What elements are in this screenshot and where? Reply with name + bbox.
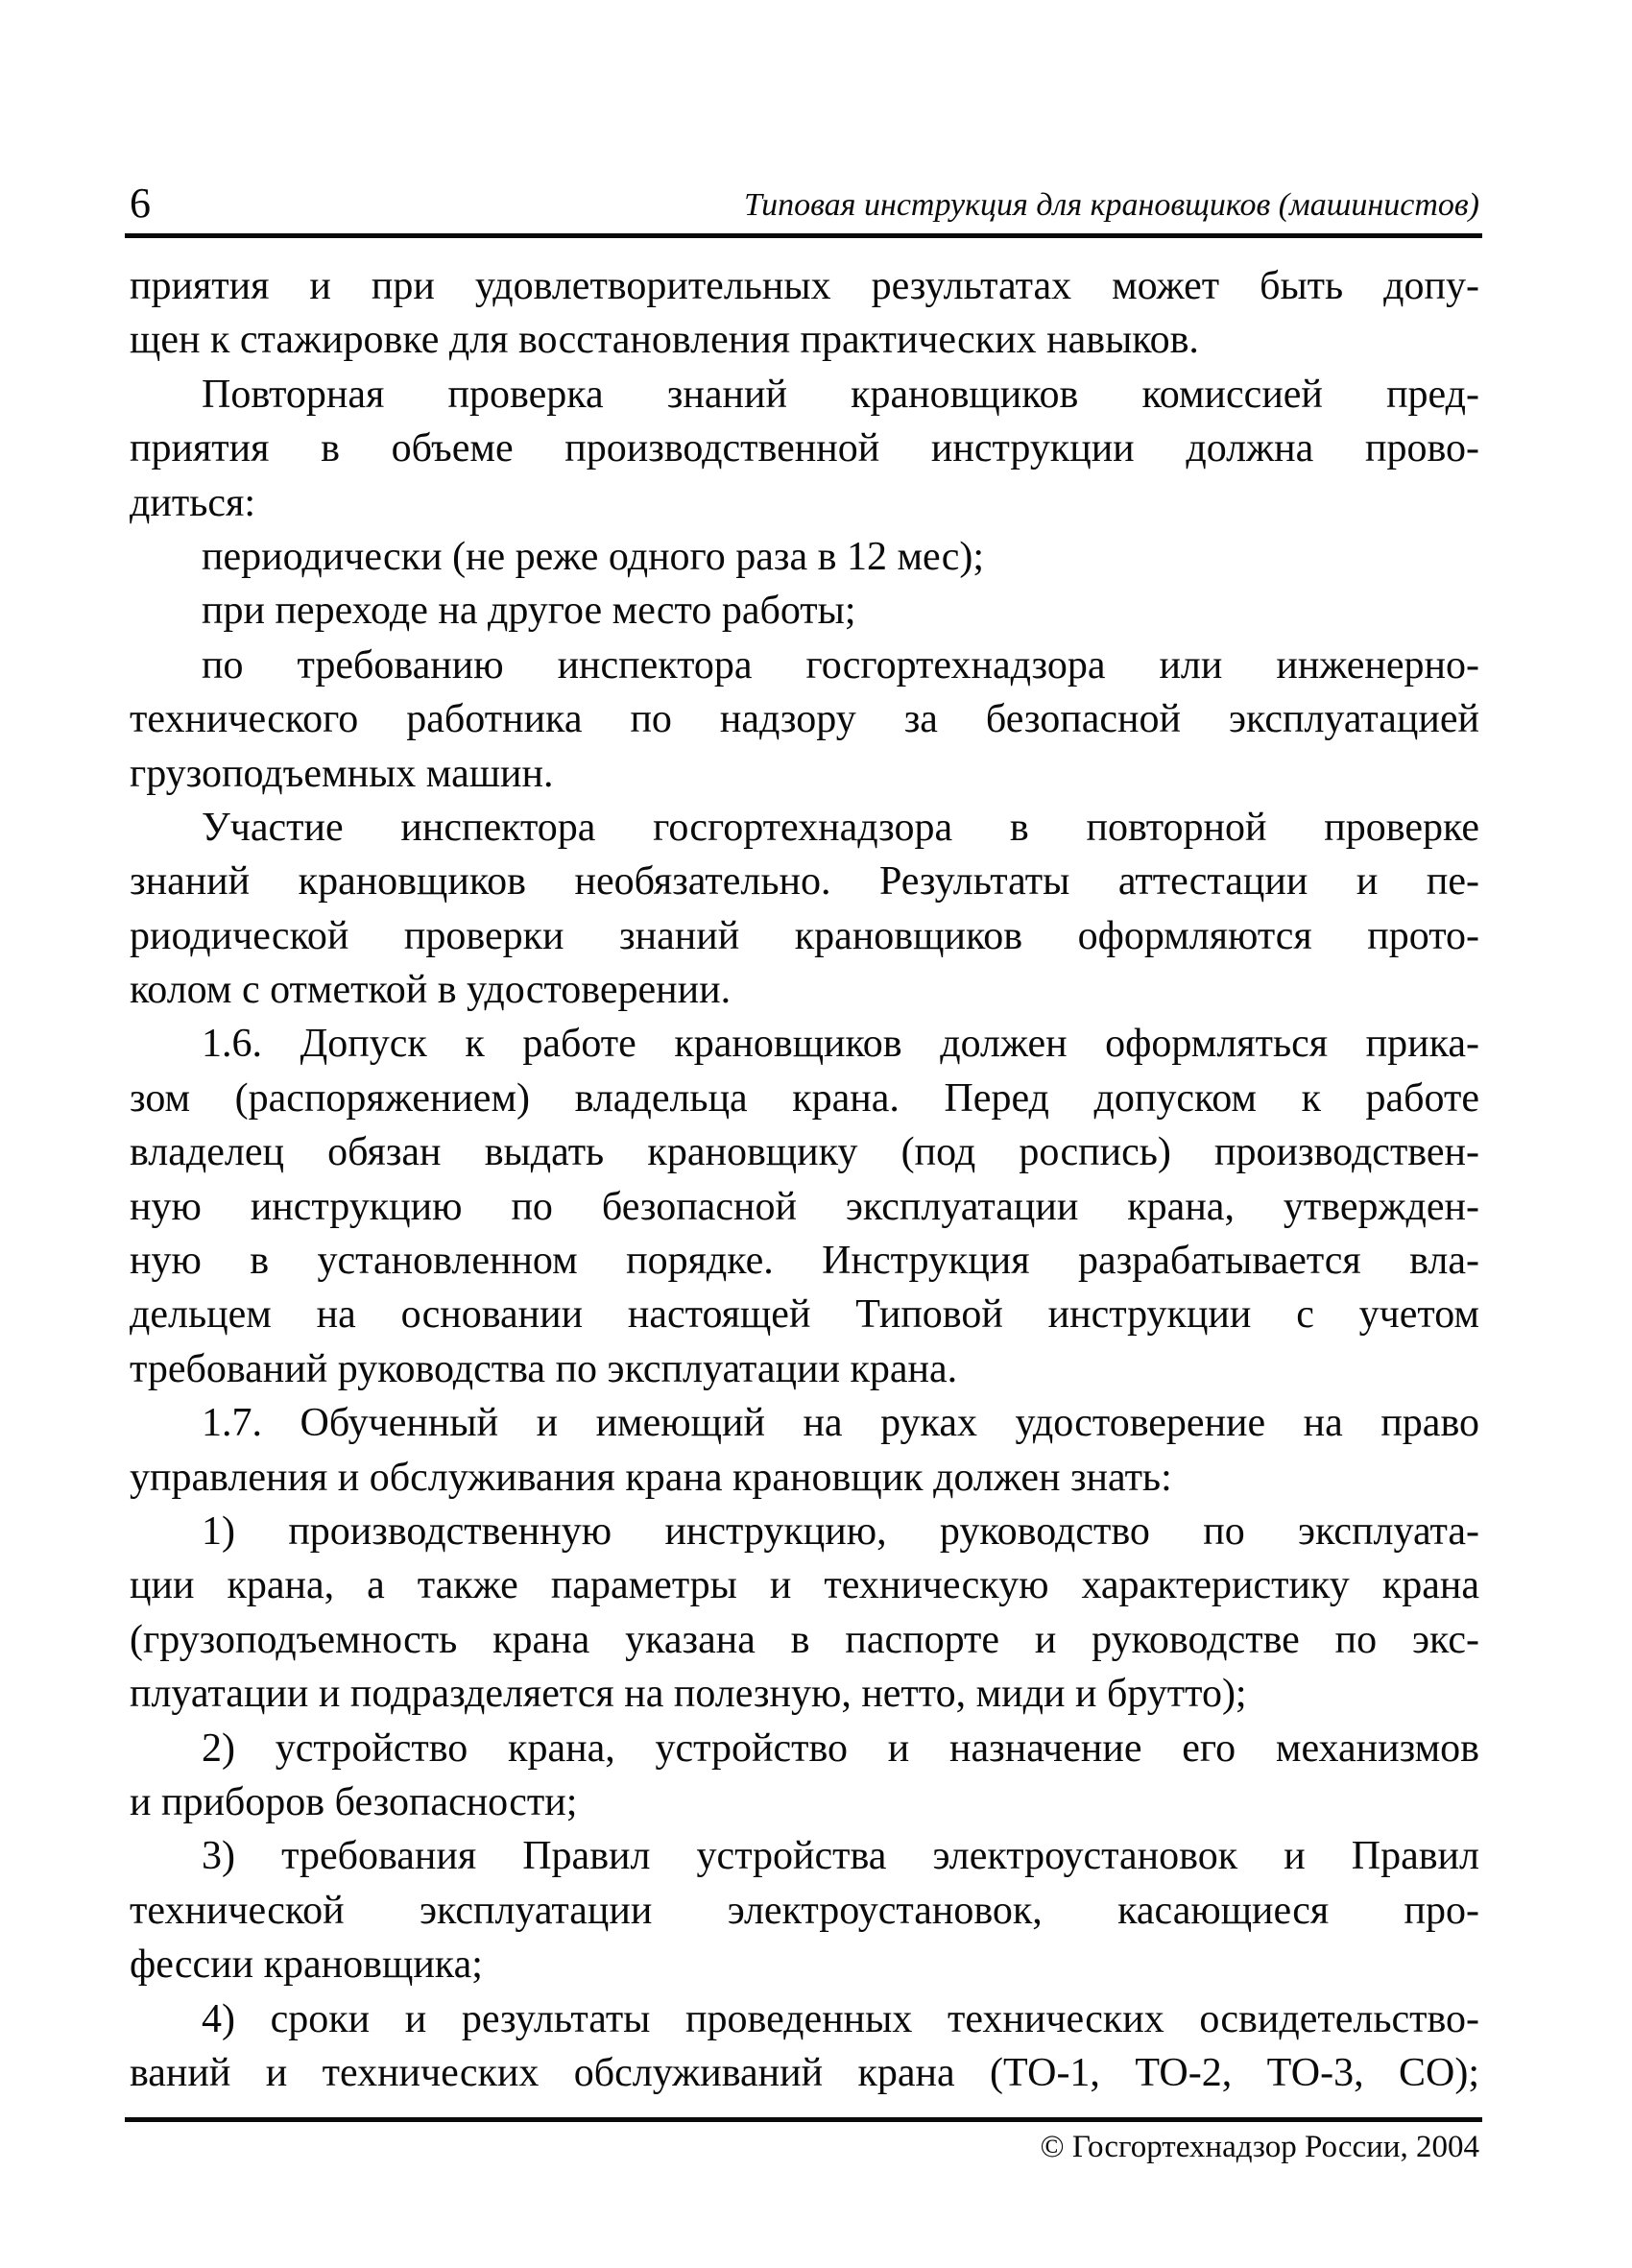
text-line: по требованию инспектора госгортехнадзора или инженерно- xyxy=(202,642,1479,688)
text-line: фессии крановщика; xyxy=(130,1942,483,1988)
text-line: Повторная проверка знаний крановщиков комиссией пред- xyxy=(202,372,1479,417)
text-line: ваний и технических обслуживаний крана (ТО-1, ТО-2, ТО-3, СО); xyxy=(130,2050,1479,2095)
text-line: ции крана, а также параметры и техническую характеристику крана xyxy=(130,1563,1479,1608)
header-rule xyxy=(125,233,1482,238)
text-line: управления и обслуживания крана крановщик должен знать: xyxy=(130,1455,1172,1500)
text-line: 4) сроки и результаты проведенных технических освидетельство- xyxy=(202,1996,1479,2041)
text-line: приятия в объеме производственной инструкции должна прово- xyxy=(130,426,1479,471)
text-line: ную инструкцию по безопасной эксплуатации крана, утвержден- xyxy=(130,1184,1479,1229)
text-line: плуатации и подразделяется на полезную, нетто, миди и брутто); xyxy=(130,1672,1247,1717)
text-line: требований руководства по эксплуатации крана. xyxy=(130,1346,958,1391)
text-line: знаний крановщиков необязательно. Результаты аттестации и пе- xyxy=(130,859,1479,905)
text-line: 1.7. Обученный и имеющий на руках удостоверение на право xyxy=(202,1401,1479,1446)
footer-rule xyxy=(125,2117,1482,2122)
page-header xyxy=(130,181,1479,227)
body-text xyxy=(130,259,1479,2100)
text-line: технической эксплуатации электроустановок, касающиеся про- xyxy=(130,1888,1479,1933)
text-line: технического работника по надзору за безопасной эксплуатацией xyxy=(130,697,1479,742)
text-line: колом с отметкой в удостоверении. xyxy=(130,968,732,1013)
text-line: Участие инспектора госгортехнадзора в повторной проверке xyxy=(202,805,1479,850)
text-line: 2) устройство крана, устройство и назначение его механизмов xyxy=(202,1725,1479,1771)
text-line: периодически (не реже одного раза в 12 мес); xyxy=(202,534,985,579)
page-footer xyxy=(130,2128,1479,2166)
text-line: зом (распоряжением) владельца крана. Перед допуском к работе xyxy=(130,1075,1479,1121)
text-line: при переходе на другое место работы; xyxy=(202,589,856,634)
text-line: ную в установленном порядке. Инструкция разрабатывается вла- xyxy=(130,1239,1479,1284)
text-line: и приборов безопасности; xyxy=(130,1779,578,1824)
text-line: риодической проверки знаний крановщиков оформляются прото- xyxy=(130,913,1479,958)
copyright-text: © Госгортехнадзор России, 2004 xyxy=(1040,2130,1479,2164)
text-line: дельцем на основании настоящей Типовой инструкции с учетом xyxy=(130,1292,1479,1338)
text-line: грузоподъемных машин. xyxy=(130,751,554,796)
text-line: 1.6. Допуск к работе крановщиков должен оформляться прика- xyxy=(202,1022,1479,1067)
text-line: 1) производственную инструкцию, руководство по эксплуата- xyxy=(202,1508,1479,1554)
text-line: владелец обязан выдать крановщику (под роспись) производствен- xyxy=(130,1130,1479,1175)
running-title: Типовая инструкция для крановщиков (машинистов) xyxy=(744,187,1479,223)
text-line: 3) требования Правил устройства электроустановок и Правил xyxy=(202,1834,1479,1879)
text-line: (грузоподъемность крана указана в паспорте и руководстве по экс- xyxy=(130,1617,1479,1662)
text-line: приятия и при удовлетворительных результатах может быть допу- xyxy=(130,264,1479,308)
page-number: 6 xyxy=(130,180,151,227)
text-line: щен к стажировке для восстановления практических навыков. xyxy=(130,318,1199,363)
text-line: диться: xyxy=(130,480,255,525)
